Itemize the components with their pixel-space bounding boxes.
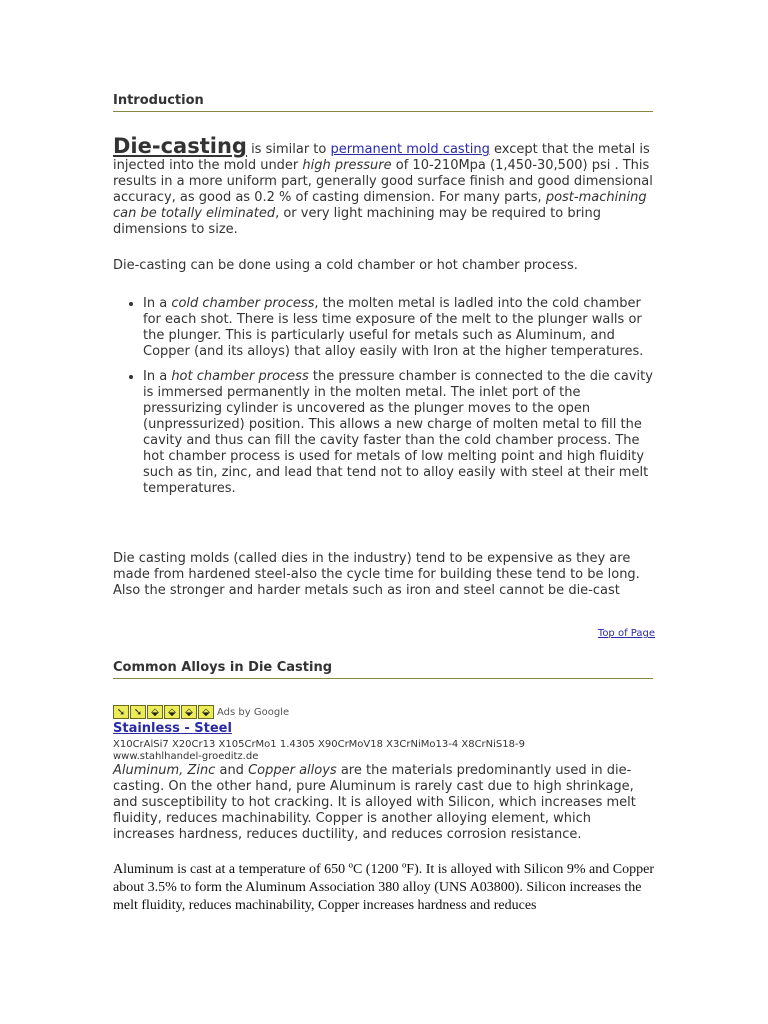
list-item-hot-chamber bbox=[143, 369, 655, 497]
alloys-paragraph-1 bbox=[113, 763, 655, 843]
emphasis-text: Aluminum, Zinc bbox=[113, 763, 216, 778]
emphasis-text: Copper alloys bbox=[248, 763, 337, 778]
emphasis-text: high pressure bbox=[302, 158, 392, 173]
ad-description: X10CrAlSi7 X20Cr13 X105CrMo1 1.4305 X90CrMoV18 X3CrNiMo13-4 X8CrNiS18-9 bbox=[113, 739, 525, 750]
ad-header bbox=[113, 704, 289, 720]
emphasis-text: cold chamber process bbox=[171, 296, 315, 311]
permanent-mold-casting-link[interactable]: permanent mold casting bbox=[330, 142, 490, 157]
arrow-icon[interactable]: ➘ bbox=[113, 705, 129, 719]
process-list bbox=[113, 296, 655, 506]
diamond-arrow-icon[interactable]: ⬙ bbox=[181, 705, 197, 719]
intro-paragraph-3: Die casting molds (called dies in the industry) tend to be expensive as they are made from hardened steel-also the cycle time for building these tend to be long. Also the stronger and harder metals such as iron and steel cannot be die-cast bbox=[113, 551, 640, 598]
intro-paragraph-2: Die-casting can be done using a cold chamber or hot chamber process. bbox=[113, 258, 578, 273]
text-run: are the materials predominantly used in die-casting. On the other hand, pure Aluminum is rarely cast due to high shrinkage, and susceptibility to hot cracking. It is alloyed with Silicon, which increases melt fluidity, reduces machinability. Copper is another alloying element, which increases hardness, reduces ductility, and reduces corrosion resistance. bbox=[113, 763, 636, 842]
diamond-arrow-icon[interactable]: ⬙ bbox=[164, 705, 180, 719]
text-run: and bbox=[215, 763, 249, 778]
diamond-arrow-icon[interactable]: ⬙ bbox=[198, 705, 214, 719]
top-of-page-link[interactable]: Top of Page bbox=[597, 628, 655, 639]
lead-term: Die-casting bbox=[113, 134, 247, 158]
ads-by-google-label[interactable]: Ads by Google bbox=[217, 706, 290, 718]
text-run: , or very light machining may be required to bring dimensions to size. bbox=[113, 206, 602, 237]
emphasis-text: hot chamber process bbox=[171, 369, 309, 384]
diamond-arrow-icon[interactable]: ⬙ bbox=[147, 705, 163, 719]
alloys-paragraph-2: Aluminum is cast at a temperature of 650 ºC (1200 ºF). It is alloyed with Silicon 9% and Copper about 3.5% to form the Aluminum Association 380 alloy (UNS A03800). Silicon increases the melt fluidity, reduces machinability, Copper increases hardness and reduces bbox=[113, 862, 654, 913]
ad-url[interactable]: www.stahlhandel-groeditz.de bbox=[113, 751, 259, 762]
intro-heading: Introduction bbox=[113, 93, 653, 112]
text-run: the pressure chamber is connected to the die cavity is immersed permanently in the molten metal. The inlet port of the pressurizing cylinder is uncovered as the plunger moves to the open (unpressurized) position. This allows a new charge of molten metal to fill the cavity and thus can fill the cavity faster than the cold chamber process. The hot chamber process is used for metals of low melting point and high fluidity such as tin, zinc, and lead that tend not to alloy easily with steel at their melt temperatures. bbox=[143, 369, 653, 496]
text-run: In a bbox=[143, 296, 172, 311]
intro-paragraph-1 bbox=[113, 134, 655, 238]
text-run: except that the metal is injected into the mold under bbox=[113, 142, 650, 173]
text-run: In a bbox=[143, 369, 172, 384]
text-run: of 10-210Mpa (1,450-30,500) psi . This results in a more uniform part, generally good surface finish and good dimensional accuracy, as good as 0.2 % of casting dimension. For many parts, bbox=[113, 158, 653, 205]
text-run: , the molten metal is ladled into the cold chamber for each shot. There is less time exposure of the melt to the plunger walls or the plunger. This is particularly useful for metals such as Aluminum, and Copper (and its alloys) that alloy easily with Iron at the higher temperatures. bbox=[143, 296, 644, 359]
alloys-heading: Common Alloys in Die Casting bbox=[113, 660, 653, 679]
text-run: is similar to bbox=[246, 142, 331, 157]
ad-title-link[interactable]: Stainless - Steel bbox=[113, 721, 232, 736]
arrow-icon[interactable]: ➘ bbox=[130, 705, 146, 719]
emphasis-text: post-machining can be totally eliminated bbox=[113, 190, 647, 221]
list-item-cold-chamber bbox=[143, 296, 655, 360]
